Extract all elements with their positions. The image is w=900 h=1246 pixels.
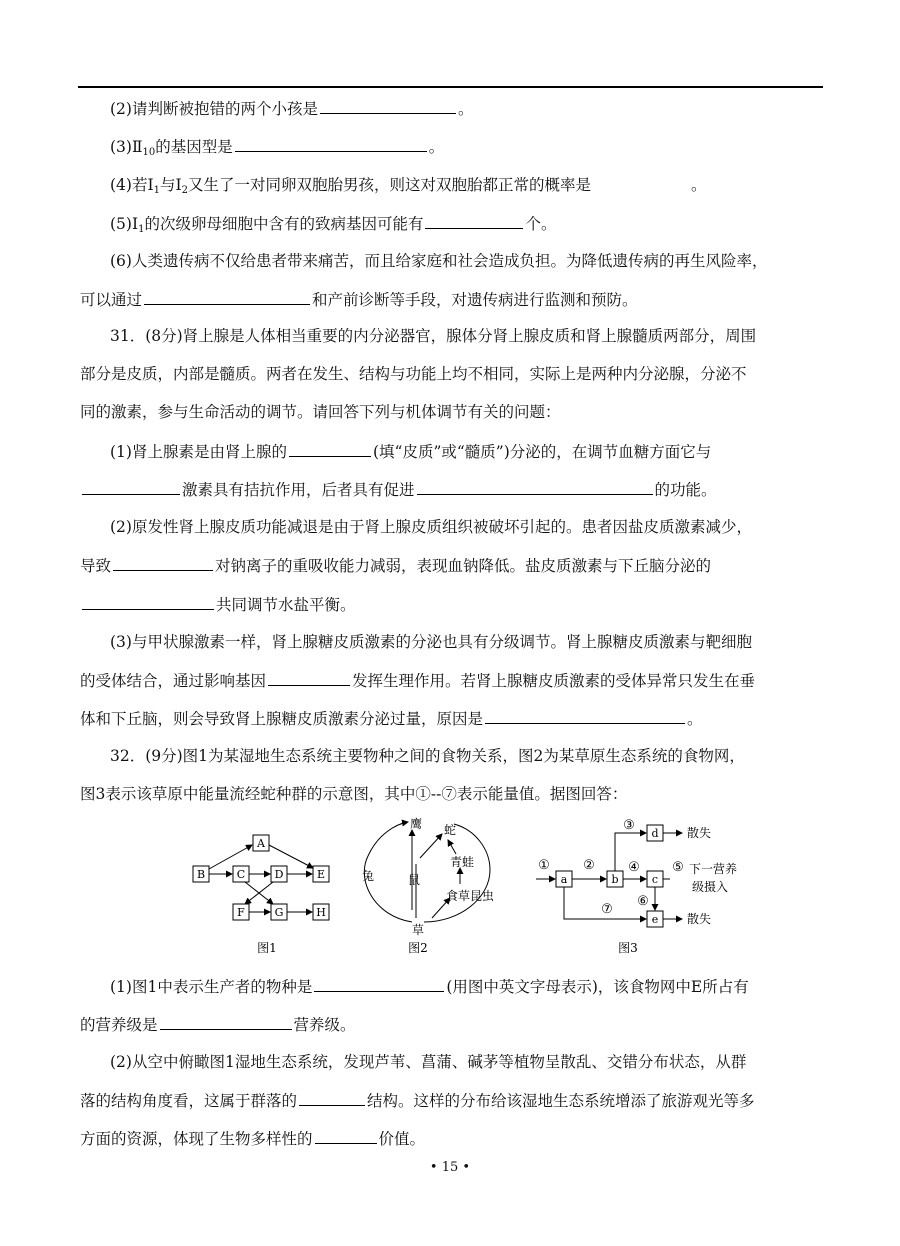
q31-part2-cont2: 共同调节水盐平衡。 <box>80 593 822 616</box>
label-next-level-2: 级摄入 <box>692 880 729 894</box>
label-H: H <box>316 906 326 919</box>
figure-2-caption: 图2 <box>408 941 428 955</box>
mark-2: ② <box>583 858 595 873</box>
q32-stem-2: 图3表示该草原中能量流经蛇种群的示意图，其中①--⑦表示能量值。据图回答： <box>80 785 628 803</box>
label-insect: 食草昆虫 <box>445 889 495 903</box>
label-a: a <box>560 873 568 886</box>
page-number: • 15 • <box>429 1160 471 1175</box>
answer-blank[interactable] <box>485 707 685 724</box>
label-B: B <box>196 868 206 881</box>
figure-1-food-web <box>185 825 345 960</box>
q30-part3: $(3)Ⅱ_{10}$的基因型是 。 <box>80 135 852 164</box>
q30-part6-cont: 可以通过 和产前诊断等手段，对遗传病进行监测和预防。 <box>80 288 822 311</box>
q32-part2: (2)从空中俯瞰图1湿地生态系统，发现芦苇、菖蒲、碱茅等植物呈散乱、交错分布状态，从群 <box>110 1053 747 1071</box>
label-F: F <box>237 906 245 919</box>
q31-part1: (1)肾上腺素是由肾上腺的 (填“皮质”或“髓质”)分泌的，在调节血糖方面它与 <box>80 440 852 463</box>
label-grass: 草 <box>411 923 425 937</box>
q31-part3-cont: 的受体结合，通过影响基因 发挥生理作用。若肾上腺糖皮质激素的受体异常只发生在垂 <box>80 669 822 692</box>
figure-2-food-web <box>352 810 502 960</box>
label-eagle: 鹰 <box>409 817 423 831</box>
q32-part2-cont: 落的结构角度看，这属于群落的 结构。这样的分布给该湿地生态系统增添了旅游观光等多 <box>80 1089 822 1112</box>
answer-blank[interactable] <box>314 975 444 992</box>
label-rabbit: 兔 <box>361 869 375 883</box>
answer-blank[interactable] <box>82 593 214 610</box>
answer-blank[interactable] <box>315 1127 377 1144</box>
label-dissipate-1: 散失 <box>687 826 712 840</box>
label-C: C <box>236 868 246 881</box>
answer-blank[interactable] <box>289 440 371 457</box>
label-b: b <box>611 873 619 886</box>
answer-blank[interactable] <box>320 97 456 114</box>
q31-part3-cont2: 体和下丘脑，则会导致肾上腺糖皮质激素分泌过量，原因是 。 <box>80 707 822 730</box>
answer-blank[interactable] <box>82 478 180 495</box>
mark-6: ⑥ <box>637 894 649 909</box>
answer-blank[interactable] <box>235 135 427 152</box>
label-D: D <box>274 868 284 881</box>
answer-blank[interactable] <box>268 669 350 686</box>
label-d: d <box>651 827 659 840</box>
label-E: E <box>316 868 326 881</box>
q30-part5: $(5)Ⅰ_1$的次级卵母细胞中含有的致病基因可能有 个。 <box>80 212 852 241</box>
label-G: G <box>274 906 284 919</box>
q31-part1-cont: 激素具有拮抗作用，后者具有促进 的功能。 <box>80 478 822 501</box>
label-mouse: 鼠 <box>407 873 421 887</box>
figure-3-caption: 图3 <box>618 941 638 955</box>
mark-5: ⑤ <box>672 860 684 875</box>
label-snake: 蛇 <box>443 823 457 837</box>
mark-7: ⑦ <box>601 902 613 917</box>
answer-blank[interactable] <box>425 212 523 229</box>
label-c: c <box>651 873 659 886</box>
mark-1: ① <box>538 858 550 873</box>
label-dissipate-2: 散失 <box>687 912 712 926</box>
q32-part1-cont: 的营养级是 营养级。 <box>80 1013 822 1036</box>
header-rule <box>78 86 823 88</box>
label-e: e <box>651 913 659 926</box>
q32-part1: (1)图1中表示生产者的物种是 (用图中英文字母表示)，该食物网中E所占有 <box>80 975 852 998</box>
label-A: A <box>257 837 265 850</box>
figure-1-caption: 图1 <box>257 941 277 955</box>
mark-3: ③ <box>623 818 635 833</box>
q32-stem-1: 32．(9分)图1为某湿地生态系统主要物种之间的食物关系，图2为某草原生态系统的食物网， <box>110 747 745 765</box>
q31-part2: (2)原发性肾上腺皮质功能减退是由于肾上腺皮质组织被破坏引起的。患者因盐皮质激素减少， <box>110 518 752 536</box>
q31-stem-2: 部分是皮质，内部是髓质。两者在发生、结构与功能上均不相同，实际上是两种内分泌腺，分泌不 <box>80 365 747 383</box>
label-next-level-1: 下一营养 <box>689 862 738 876</box>
answer-blank[interactable] <box>417 478 653 495</box>
q30-part6: (6)人类遗传病不仅给患者带来痛苦，而且给家庭和社会造成负担。为降低遗传病的再生风险率， <box>110 252 768 270</box>
label-frog: 青蛙 <box>449 855 475 869</box>
answer-blank[interactable] <box>113 554 213 571</box>
q32-part2-cont2: 方面的资源，体现了生物多样性的 价值。 <box>80 1127 822 1150</box>
q31-part2-cont: 导致 对钠离子的重吸收能力减弱，表现血钠降低。盐皮质激素与下丘脑分泌的 <box>80 554 822 577</box>
q31-part3: (3)与甲状腺激素一样，肾上腺糖皮质激素的分泌也具有分级调节。肾上腺糖皮质激素与靶细胞 <box>110 633 752 651</box>
q30-part4: (4)若$Ⅰ_1$与$Ⅰ_2$又生了一对同卵双胞胎男孩，则这对双胞胎都正常的概率是 。 <box>110 176 707 196</box>
figure-3-energy-flow <box>532 815 762 960</box>
answer-blank[interactable] <box>299 1089 365 1106</box>
q30-part2: (2)请判断被抱错的两个小孩是 。 <box>80 97 852 120</box>
q31-stem-3: 同的激素，参与生命活动的调节。请回答下列与机体调节有关的问题： <box>80 403 561 421</box>
answer-blank[interactable] <box>160 1013 292 1030</box>
answer-blank[interactable] <box>144 288 310 305</box>
q31-stem-1: 31．(8分)肾上腺是人体相当重要的内分泌器官，腺体分肾上腺皮质和肾上腺髓质两部分，周围 <box>110 327 757 345</box>
mark-4: ④ <box>628 860 640 875</box>
